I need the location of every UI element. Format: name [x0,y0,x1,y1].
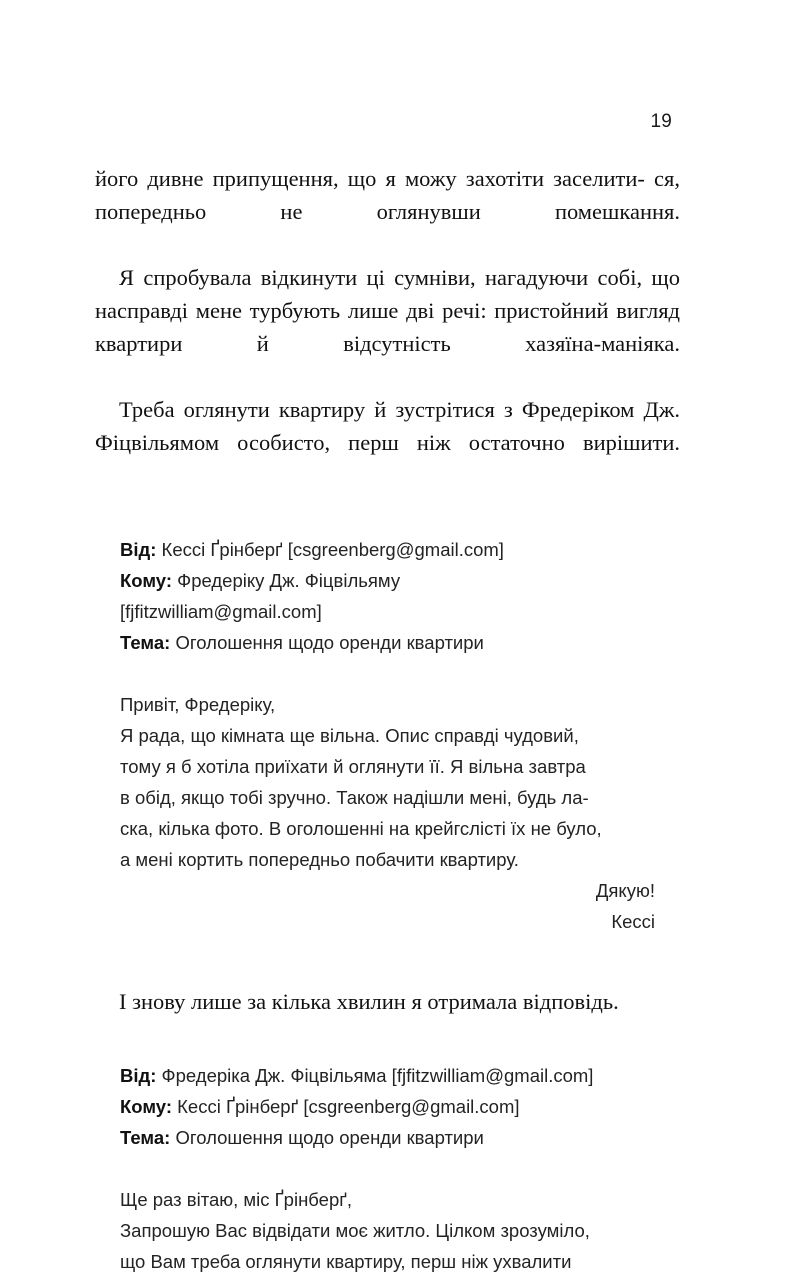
email-header-to [120,565,680,596]
prose-line: що насправді мене турбують лише дві речі: пристойний [95,265,680,323]
paragraph-continuation [95,162,680,261]
email-from-label: Від: [120,539,157,560]
prose-line: ся, попередньо не оглянувши помешкання. [95,166,680,224]
paragraph-doubts [95,261,680,393]
spacer [120,1153,680,1184]
paragraph-interlude: І знову лише за кілька хвилин я отримала відповідь. [119,989,619,1014]
email-body-line: Запрошую Вас відвідати моє житло. Цілком зрозуміло, [120,1220,590,1241]
email-from-value: Кессі Ґрінберґ [csgreenberg@gmail.com] [161,539,504,560]
prose-line: Я спробувала відкинути ці сумніви, нагадуючи собі, [119,265,643,290]
paragraph-decision [95,393,680,492]
email-subject-value: Оголошення щодо оренди квартири [175,1127,484,1148]
email-header-to [120,1091,680,1122]
email-to-label: Кому: [120,570,172,591]
spacer [95,492,680,534]
page-number: 19 [650,111,672,132]
email-header-subject [120,627,680,658]
email-block-from-cassie [120,534,680,937]
email-body-line: а мені кортить попередньо побачити квартиру. [120,849,519,870]
spacer [120,658,680,689]
email-to-value: Фредеріку Дж. Фіцвільяму [177,570,401,591]
email-signoff-thanks: Дякую! [595,880,655,901]
email-header-from [120,534,680,565]
prose-line: Треба оглянути квартиру й зустрітися з Фредеріком [119,397,635,422]
email-to-label: Кому: [120,1096,172,1117]
email-body-line: тому я б хотіла приїхати й оглянути її. Я вільна завтра [120,756,586,777]
email-header-from [120,1060,680,1091]
email-body-line: в обід, якщо тобі зручно. Також надішли мені, будь ла- [120,787,589,808]
prose-line: вигляд квартири й відсутність хазяїна-маніяка. [95,298,680,356]
email-to-address: [fjfitzwilliam@gmail.com] [120,601,322,622]
email-subject-label: Тема: [120,632,171,653]
email-subject-label: Тема: [120,1127,171,1148]
email-body-line: ска, кілька фото. В оголошенні на крейгслісті їх не було, [120,818,602,839]
prose-line: Дж. Фіцвільямом особисто, перш ніж остаточно вирішити. [95,397,680,455]
email-from-value: Фредеріка Дж. Фіцвільяма [fjfitzwilliam@gmail.com] [161,1065,594,1086]
email-header-subject [120,1122,680,1153]
spacer [95,937,680,985]
email-from-label: Від: [120,1065,157,1086]
email-body-line: Я рада, що кімната ще вільна. Опис справді чудовий, [120,725,579,746]
email-signoff-name: Кессі [611,911,655,932]
email-block-from-frederick [120,1060,680,1277]
email-body-line: Привіт, Фредеріку, [120,694,276,715]
prose-line: його дивне припущення, що я можу захотіти заселити- [95,166,645,191]
email-body-line: що Вам треба оглянути квартиру, перш ніж ухвалити [120,1251,572,1272]
email-to-value: Кессі Ґрінберґ [csgreenberg@gmail.com] [177,1096,520,1117]
spacer [95,1018,680,1060]
email-body-line: Ще раз вітаю, міс Ґрінберґ, [120,1189,352,1210]
text-column [95,162,680,1277]
email-subject-value: Оголошення щодо оренди квартири [175,632,484,653]
